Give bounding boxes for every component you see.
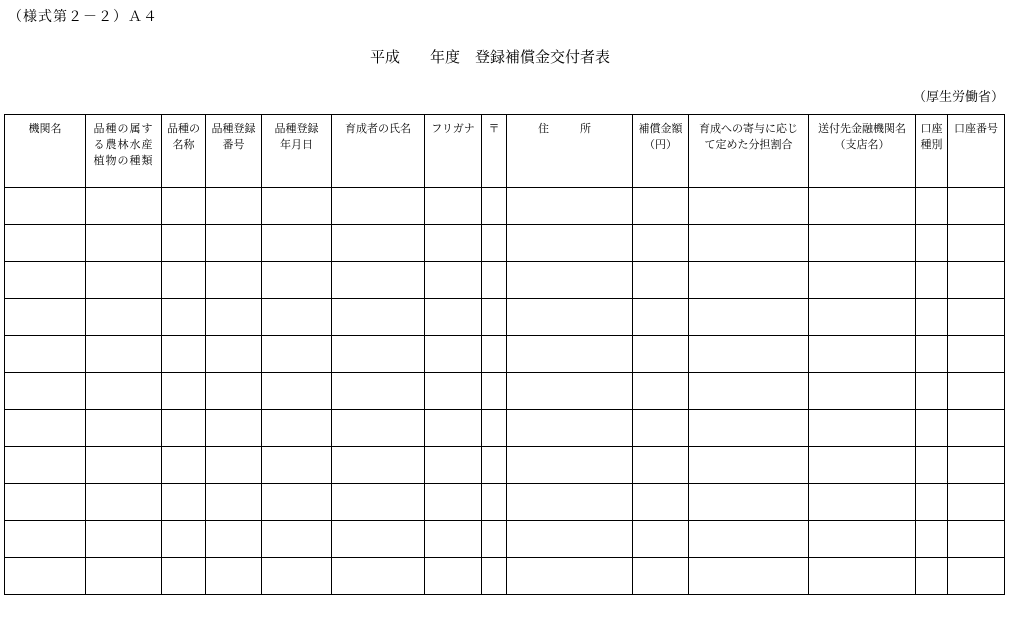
table-cell [5,299,86,336]
table-cell [332,188,425,225]
col-header-variety-name [162,115,206,188]
table-cell [332,299,425,336]
table-cell [262,262,332,299]
table-cell [5,558,86,595]
table-cell [948,558,1005,595]
table-cell [916,373,948,410]
table-cell [206,484,262,521]
table-row [5,188,1005,225]
col-header-label: 住 所 [538,122,601,135]
table-row [5,484,1005,521]
table-cell [507,521,633,558]
table-cell [5,373,86,410]
table-cell [162,410,206,447]
table-cell [332,373,425,410]
table-cell [86,521,162,558]
table-cell [948,262,1005,299]
table-cell [633,225,689,262]
table-cell [262,410,332,447]
table-cell [482,299,507,336]
table-cell [482,262,507,299]
ministry-label: （厚生労働省） [912,90,1004,105]
table-cell [507,262,633,299]
table-cell [482,373,507,410]
col-header-label: 補償金額 （円） [638,122,683,151]
table-cell [206,521,262,558]
table-cell [809,299,916,336]
table-cell [916,188,948,225]
table-cell [948,521,1005,558]
table-cell [162,299,206,336]
table-cell [689,336,809,373]
table-cell [809,225,916,262]
table-cell [809,262,916,299]
table-cell [689,558,809,595]
table-cell [482,410,507,447]
col-header-plant-species [86,115,162,188]
table-cell [916,299,948,336]
col-header-registration-date [262,115,332,188]
col-header-bank-name [809,115,916,188]
table-row [5,373,1005,410]
table-cell [482,225,507,262]
table-cell [507,484,633,521]
table-cell [332,225,425,262]
table-cell [507,447,633,484]
col-header-label: 口座番号 [954,122,998,135]
table-cell [86,410,162,447]
table-cell [916,521,948,558]
table-cell [916,225,948,262]
table-cell [482,188,507,225]
table-cell [425,521,482,558]
table-cell [162,521,206,558]
table-cell [425,188,482,225]
table-cell [507,225,633,262]
table-cell [206,299,262,336]
table-cell [916,447,948,484]
table-cell [262,484,332,521]
table-cell [507,410,633,447]
col-header-label: 〒 [488,122,500,135]
table-cell [689,484,809,521]
table-cell [916,262,948,299]
table-row [5,521,1005,558]
table-cell [948,447,1005,484]
table-cell [633,299,689,336]
form-code-label: （様式第２－２）Ａ４ [8,9,158,25]
col-header-label: 品種登録 番号 [211,122,256,151]
table-cell [262,336,332,373]
table-cell [689,410,809,447]
table-row [5,447,1005,484]
table-cell [809,558,916,595]
table-cell [86,262,162,299]
table-cell [948,373,1005,410]
table-cell [948,188,1005,225]
table-cell [689,299,809,336]
table-cell [633,336,689,373]
table-cell [633,447,689,484]
col-header-label: 育成への寄与に応じ て定めた分担割合 [699,122,798,151]
table-cell [425,410,482,447]
table-cell [689,447,809,484]
table-cell [916,484,948,521]
table-cell [633,558,689,595]
table-body [5,188,1005,595]
table-cell [5,262,86,299]
table-cell [206,447,262,484]
col-header-account-number [948,115,1005,188]
table-cell [86,299,162,336]
table-cell [162,447,206,484]
table-cell [206,188,262,225]
table-cell [809,410,916,447]
table-cell [206,558,262,595]
table-cell [948,336,1005,373]
col-header-registration-number [206,115,262,188]
table-cell [332,410,425,447]
table-cell [507,188,633,225]
col-header-compensation-amount [633,115,689,188]
table-cell [332,262,425,299]
col-header-label: 機関名 [28,122,62,135]
col-header-label: 口座 種別 [920,122,943,151]
table-cell [425,262,482,299]
table-cell [206,410,262,447]
table-cell [86,558,162,595]
table-cell [507,558,633,595]
table-cell [916,558,948,595]
table-cell [507,299,633,336]
table-cell [689,262,809,299]
table-cell [916,336,948,373]
table-cell [5,336,86,373]
table-cell [206,262,262,299]
header-row [5,115,1005,188]
table-cell [162,558,206,595]
table-row [5,410,1005,447]
table-cell [482,521,507,558]
table-cell [162,225,206,262]
table-cell [948,410,1005,447]
table-cell [332,558,425,595]
table-cell [633,262,689,299]
table-cell [5,188,86,225]
table-cell [86,484,162,521]
table-cell [948,225,1005,262]
table-cell [482,447,507,484]
table-cell [86,225,162,262]
table-cell [948,299,1005,336]
table-cell [809,373,916,410]
col-header-furigana [425,115,482,188]
table-row [5,299,1005,336]
table-cell [425,484,482,521]
table-cell [86,447,162,484]
table-cell [162,484,206,521]
col-header-postal-code [482,115,507,188]
table-cell [633,410,689,447]
table-cell [86,336,162,373]
table-cell [482,484,507,521]
table-cell [482,336,507,373]
table-cell [5,484,86,521]
table-cell [262,225,332,262]
table-cell [162,188,206,225]
col-header-institution [5,115,86,188]
table-cell [5,447,86,484]
table-cell [262,558,332,595]
table-cell [262,447,332,484]
table-cell [332,484,425,521]
table-row [5,225,1005,262]
table-cell [206,336,262,373]
table-cell [482,558,507,595]
table-cell [809,484,916,521]
col-header-label: 品種の 名称 [167,122,200,151]
table-cell [5,521,86,558]
table-cell [206,225,262,262]
col-header-share-ratio [689,115,809,188]
table-cell [332,447,425,484]
table-cell [809,336,916,373]
table-cell [86,188,162,225]
table-cell [425,447,482,484]
table-cell [689,188,809,225]
table-cell [689,225,809,262]
table-row [5,336,1005,373]
table-cell [809,188,916,225]
compensation-recipient-table [4,114,1005,595]
table-cell [86,373,162,410]
table-cell [689,521,809,558]
table-cell [162,262,206,299]
table-cell [507,336,633,373]
col-header-address [507,115,633,188]
table-row [5,558,1005,595]
document-title: 平成 年度 登録補償金交付者表 [370,48,611,66]
col-header-label: 品種の属す る農林水産 植物の種類 [93,122,154,167]
col-header-label: フリガナ [431,122,475,135]
table-cell [206,373,262,410]
col-header-breeder-name [332,115,425,188]
table-cell [633,188,689,225]
col-header-label: 育成者の氏名 [345,122,411,135]
table-cell [916,410,948,447]
table-cell [425,373,482,410]
table-cell [425,299,482,336]
table-cell [262,521,332,558]
table-cell [633,521,689,558]
table-cell [262,373,332,410]
table-row [5,262,1005,299]
table-cell [507,373,633,410]
table-cell [5,225,86,262]
table-cell [425,336,482,373]
table-cell [689,373,809,410]
table-cell [162,373,206,410]
table-cell [425,225,482,262]
table-cell [5,410,86,447]
table-cell [809,447,916,484]
col-header-account-type [916,115,948,188]
table-cell [332,521,425,558]
table-cell [425,558,482,595]
table-cell [633,484,689,521]
table-cell [809,521,916,558]
col-header-label: 品種登録 年月日 [274,122,319,151]
table-cell [162,336,206,373]
table-cell [262,299,332,336]
table-cell [948,484,1005,521]
table-cell [262,188,332,225]
col-header-label: 送付先金融機関名 （支店名） [818,122,906,151]
table-cell [332,336,425,373]
table-cell [633,373,689,410]
